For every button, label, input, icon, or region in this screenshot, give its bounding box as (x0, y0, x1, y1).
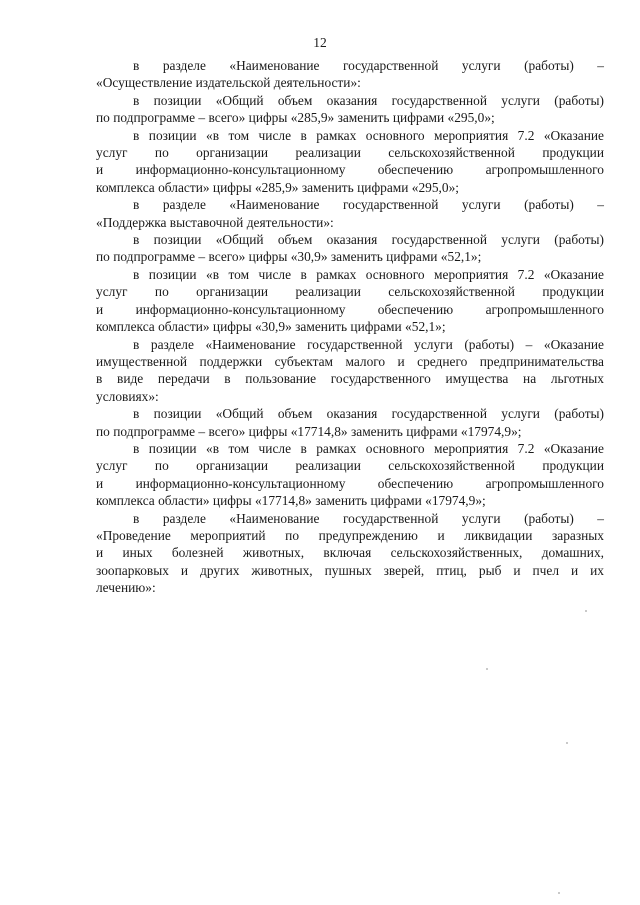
text-line: «Проведение мероприятий по предупреждению и ликвидации заразных (96, 527, 604, 543)
text-line: в разделе «Наименование государственной услуги (работы) – «Оказание (133, 336, 604, 352)
text-line: зоопарковых и других животных, пушных зверей, птиц, рыб и пчел и их (96, 562, 604, 578)
text-line: по подпрограмме – всего» цифры «17714,8» заменить цифрами «17974,9»; (96, 423, 522, 439)
text-line: в позиции «Общий объем оказания государственной услуги (работы) (133, 406, 604, 422)
text-line: в позиции «Общий объем оказания государственной услуги (работы) (133, 232, 604, 248)
document-body (96, 57, 604, 597)
scan-speck (585, 610, 587, 612)
text-line: в позиции «в том числе в рамках основного мероприятия 7.2 «Оказание (133, 266, 604, 282)
text-line: условиях»: (96, 388, 159, 404)
text-line: комплекса области» цифры «285,9» заменить цифрами «295,0»; (96, 179, 459, 195)
text-line: по подпрограмме – всего» цифры «285,9» заменить цифрами «295,0»; (96, 110, 495, 126)
text-line: и информационно-консультационному обеспечению агропромышленного (96, 475, 604, 491)
text-line: комплекса области» цифры «30,9» заменить цифрами «52,1»; (96, 319, 446, 335)
text-line: в разделе «Наименование государственной услуги (работы) – (133, 197, 604, 213)
text-line: «Осуществление издательской деятельности»: (96, 75, 361, 91)
page-number: 12 (313, 35, 327, 50)
scan-speck (558, 892, 560, 894)
scan-speck (566, 742, 568, 744)
text-line: и информационно-консультационному обеспечению агропромышленного (96, 301, 604, 317)
text-line: в разделе «Наименование государственной услуги (работы) – (133, 58, 604, 73)
text-line: в виде передачи в пользование государственного имущества на льготных (96, 371, 604, 387)
text-line: имущественной поддержки субъектам малого и среднего предпринимательства (96, 353, 604, 369)
text-line: услуг по организации реализации сельскохозяйственной продукции (96, 284, 604, 300)
text-line: в позиции «Общий объем оказания государственной услуги (работы) (133, 92, 604, 108)
text-line: в позиции «в том числе в рамках основного мероприятия 7.2 «Оказание (133, 440, 604, 456)
scan-speck (486, 668, 488, 670)
text-line: комплекса области» цифры «17714,8» заменить цифрами «17974,9»; (96, 493, 486, 509)
text-line: лечению»: (96, 580, 156, 596)
text-line: по подпрограмме – всего» цифры «30,9» заменить цифрами «52,1»; (96, 249, 482, 265)
text-line: и иных болезней животных, включая сельскохозяйственных, домашних, (96, 545, 604, 561)
text-line: услуг по организации реализации сельскохозяйственной продукции (96, 145, 604, 161)
text-line: в разделе «Наименование государственной услуги (работы) – (133, 510, 604, 526)
text-line: «Поддержка выставочной деятельности»: (96, 214, 334, 230)
text-line: в позиции «в том числе в рамках основного мероприятия 7.2 «Оказание (133, 127, 604, 143)
text-line: услуг по организации реализации сельскохозяйственной продукции (96, 458, 604, 474)
text-line: и информационно-консультационному обеспечению агропромышленного (96, 162, 604, 178)
